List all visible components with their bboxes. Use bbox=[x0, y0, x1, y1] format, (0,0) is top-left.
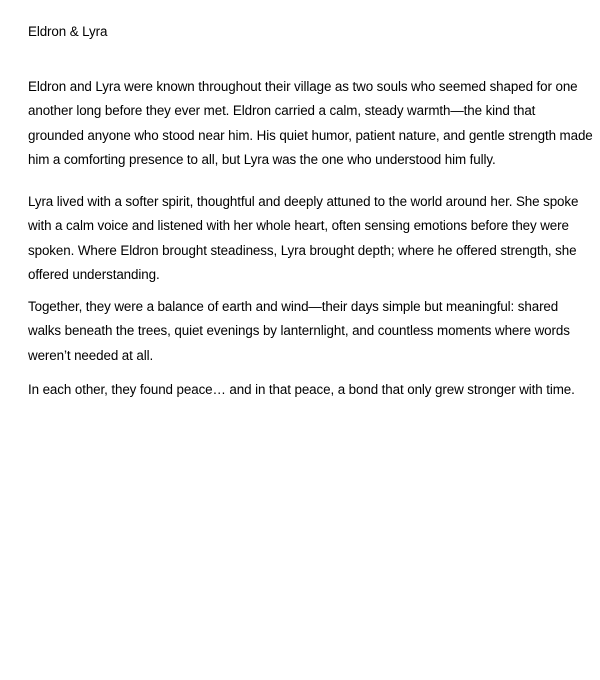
paragraph-2: Lyra lived with a softer spirit, thoughtful and deeply attuned to the world around her. She spoke with a calm voice and listened with her whole heart, often sensing emotions before they were spoken. Where Eldron brought steadiness, Lyra brought depth; where he offered strength, she offered understanding. bbox=[28, 194, 579, 282]
paragraph-1: Eldron and Lyra were known throughout their village as two souls who seemed shaped for one another long before they ever met. Eldron carried a calm, steady warmth—the kind that grounded anyone who stood near him. His quiet humor, patient nature, and gentle strength made him a comforting presence to all, but Lyra was the one who understood him fully. bbox=[28, 79, 593, 167]
paragraph-4: In each other, they found peace… and in that peace, a bond that only grew stronger with time. bbox=[28, 382, 575, 397]
document-title: Eldron & Lyra bbox=[28, 24, 108, 39]
paragraph-3: Together, they were a balance of earth and wind—their days simple but meaningful: shared walks beneath the trees, quiet evenings by lanternlight, and countless moments where words weren’t needed at all. bbox=[28, 299, 570, 363]
